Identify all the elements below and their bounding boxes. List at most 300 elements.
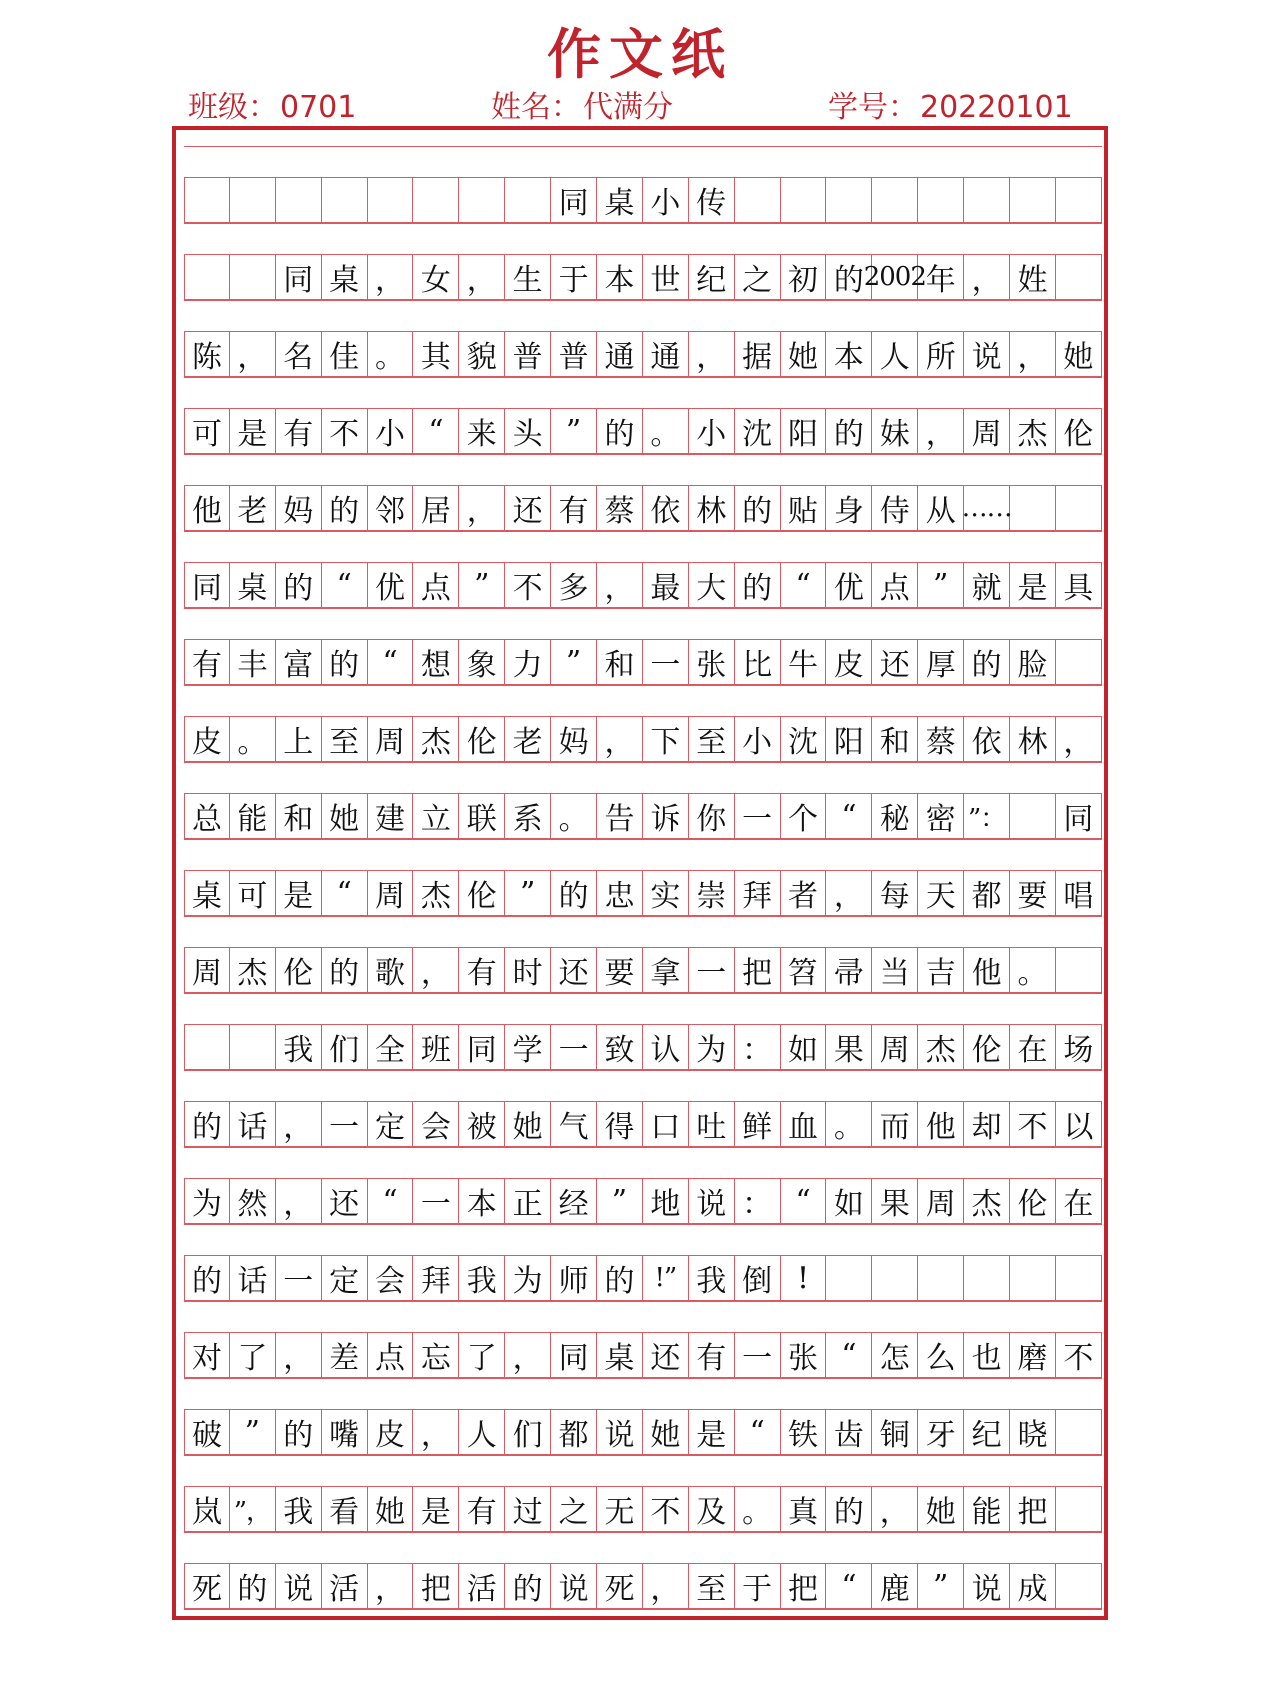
grid-cell: 为 [505, 1256, 551, 1300]
grid-cell: 还 [322, 1179, 368, 1223]
grid-cell: 时 [505, 948, 551, 992]
grid-row [184, 1455, 1102, 1532]
grid-cell: 小 [643, 178, 689, 222]
row-spacer [184, 454, 1102, 485]
grid-cell: 歌 [368, 948, 414, 992]
grid-cell: 总 [184, 794, 230, 838]
grid-cell: ” [459, 563, 505, 607]
grid-cell: ： [735, 1179, 781, 1223]
grid-cell: 之 [735, 255, 781, 299]
grid-cell: 能 [230, 794, 276, 838]
grid-row [184, 1532, 1102, 1609]
grid-cell: ”， [230, 1487, 276, 1531]
grid-cell: 的 [184, 1102, 230, 1146]
grid-cell: ” [551, 640, 597, 684]
grid-cell: ” [551, 409, 597, 453]
grid-cell: 也 [964, 1333, 1010, 1377]
grid-cell: 。 [735, 1487, 781, 1531]
grid-cell: 说 [597, 1410, 643, 1454]
grid-cell: 其 [413, 332, 459, 376]
grid-cell: 皮 [826, 640, 872, 684]
grid-cell: 天 [918, 871, 964, 915]
grid-cells [184, 639, 1102, 685]
grid-cell: 阳 [781, 409, 827, 453]
grid-cell: 说 [689, 1179, 735, 1223]
grid-cell: ， [413, 1410, 459, 1454]
grid-cell: 同 [1056, 794, 1102, 838]
row-spacer [184, 1609, 1102, 1640]
grid-cell: 得 [597, 1102, 643, 1146]
grid-cells [184, 177, 1102, 223]
grid-cell: 阳 [826, 717, 872, 761]
grid-cell: 磨 [1010, 1333, 1056, 1377]
grid-cells [184, 1332, 1102, 1378]
grid-cell [964, 1256, 1010, 1300]
grid-cell: 是 [230, 409, 276, 453]
grid-cell: 的 [597, 409, 643, 453]
row-spacer [184, 839, 1102, 870]
grid-cell: 。 [826, 1102, 872, 1146]
grid-cell: 活 [459, 1564, 505, 1608]
grid-cell: 了 [459, 1333, 505, 1377]
grid-cell: 场 [1056, 1025, 1102, 1069]
grid-cell: 初 [781, 255, 827, 299]
grid-cell: 能 [964, 1487, 1010, 1531]
class-field [188, 88, 356, 128]
grid-cell: 还 [643, 1333, 689, 1377]
grid-cell: “ [826, 794, 872, 838]
grid-cells [184, 408, 1102, 454]
grid-cell: 点 [413, 563, 459, 607]
grid-row [184, 223, 1102, 300]
grid-cell: 同 [551, 178, 597, 222]
grid-cell: 林 [1010, 717, 1056, 761]
grid-cells [184, 1255, 1102, 1301]
grid-cell: 邻 [368, 486, 414, 530]
grid-cell: 把 [781, 1564, 827, 1608]
grid-cell: ， [505, 1333, 551, 1377]
grid-cell: 具 [1056, 563, 1102, 607]
grid-cell: 他 [918, 1102, 964, 1146]
grid-cell: 2002 [872, 255, 918, 299]
grid-cell: 脸 [1010, 640, 1056, 684]
grid-cell: 及 [689, 1487, 735, 1531]
grid-cell: ” [597, 1179, 643, 1223]
grid-cell: 班 [413, 1025, 459, 1069]
grid-cells [184, 1024, 1102, 1070]
grid-cell: ， [368, 255, 414, 299]
grid-cell: 都 [964, 871, 1010, 915]
grid-cell: 陈 [184, 332, 230, 376]
grid-cell: 说 [276, 1564, 322, 1608]
grid-cell: 沈 [781, 717, 827, 761]
grid-cell: ” [918, 563, 964, 607]
grid-cell: ： [735, 1025, 781, 1069]
grid-cell: 成 [1010, 1564, 1056, 1608]
grid-cell: 你 [689, 794, 735, 838]
grid-cell: 在 [1010, 1025, 1056, 1069]
grid-cell: 个 [781, 794, 827, 838]
grid-cell: 一 [322, 1102, 368, 1146]
grid-cell: ， [1056, 717, 1102, 761]
grid-cell: 。 [643, 409, 689, 453]
grid-cell: 忘 [413, 1333, 459, 1377]
grid-cell: 居 [413, 486, 459, 530]
grid-cell: 我 [459, 1256, 505, 1300]
grid-cell: “ [368, 1179, 414, 1223]
grid-cell: 的 [322, 640, 368, 684]
grid-cell [918, 1256, 964, 1300]
grid-row [184, 916, 1102, 993]
grid-cell: 。 [1010, 948, 1056, 992]
grid-cell: 笤 [781, 948, 827, 992]
grid-cell: 蔡 [597, 486, 643, 530]
grid-cells [184, 485, 1102, 531]
grid-cell: 诉 [643, 794, 689, 838]
grid-cell: 铁 [781, 1410, 827, 1454]
grid-cell: 普 [505, 332, 551, 376]
grid-cell: 的 [826, 1487, 872, 1531]
grid-cell: 定 [322, 1256, 368, 1300]
row-spacer [184, 1378, 1102, 1409]
grid-cells [184, 716, 1102, 762]
row-spacer [184, 1224, 1102, 1255]
row-spacer [184, 762, 1102, 793]
grid-cell [184, 1025, 230, 1069]
grid-cell [1056, 1487, 1102, 1531]
grid-cell: 伦 [459, 717, 505, 761]
row-spacer [184, 1070, 1102, 1101]
grid-cell: 血 [781, 1102, 827, 1146]
grid-cell [230, 178, 276, 222]
grid-cell: 他 [964, 948, 1010, 992]
row-spacer [184, 1147, 1102, 1178]
grid-cell: 的 [735, 563, 781, 607]
student-id-label: 学号： [828, 90, 918, 125]
grid-cell [918, 178, 964, 222]
grid-cell: 忠 [597, 871, 643, 915]
grid-cell: 崇 [689, 871, 735, 915]
grid-cell: 看 [322, 1487, 368, 1531]
row-spacer [184, 916, 1102, 947]
grid-cell: 经 [551, 1179, 597, 1223]
grid-cell [230, 255, 276, 299]
grid-cell: ， [276, 1179, 322, 1223]
grid-cell: 全 [368, 1025, 414, 1069]
grid-cell: 至 [689, 1564, 735, 1608]
row-spacer [184, 1532, 1102, 1563]
grid-cell: 妈 [276, 486, 322, 530]
grid-cell: 她 [918, 1487, 964, 1531]
grid-cell: 把 [1010, 1487, 1056, 1531]
row-spacer [184, 377, 1102, 408]
grid-cell [826, 178, 872, 222]
grid-cell: 鹿 [872, 1564, 918, 1608]
grid-cell: 同 [184, 563, 230, 607]
grid-cell [964, 178, 1010, 222]
grid-cell: 杰 [964, 1179, 1010, 1223]
grid-cell [184, 178, 230, 222]
grid-cell: 不 [505, 563, 551, 607]
grid-cell: 们 [505, 1410, 551, 1454]
grid-cell: 富 [276, 640, 322, 684]
grid-row [184, 377, 1102, 454]
grid-cells [184, 254, 1102, 300]
grid-cell: 还 [505, 486, 551, 530]
grid-cell: 于 [551, 255, 597, 299]
grid-cell: 是 [276, 871, 322, 915]
grid-cell: 下 [643, 717, 689, 761]
grid-cell: 就 [964, 563, 1010, 607]
grid-cell: ， [459, 255, 505, 299]
grid-cell: 在 [1056, 1179, 1102, 1223]
grid-cell: 嘴 [322, 1410, 368, 1454]
grid-cell [1056, 1410, 1102, 1454]
grid-cell: 和 [872, 717, 918, 761]
grid-cell: 如 [781, 1025, 827, 1069]
grid-cell: 佳 [322, 332, 368, 376]
grid-cell: 大 [689, 563, 735, 607]
grid-cell: 她 [322, 794, 368, 838]
grid-cell: 话 [230, 1256, 276, 1300]
grid-cell: 所 [918, 332, 964, 376]
grid-cell [1056, 1564, 1102, 1608]
grid-cell: 伦 [459, 871, 505, 915]
grid-cell: ， [597, 563, 643, 607]
grid-cell: 无 [597, 1487, 643, 1531]
grid-cell: 的 [826, 409, 872, 453]
grid-cells [184, 793, 1102, 839]
grid-cell: 一 [735, 1333, 781, 1377]
grid-cell: 依 [643, 486, 689, 530]
grid-cell: “ [781, 1179, 827, 1223]
grid-cell: 老 [230, 486, 276, 530]
grid-cell: 最 [643, 563, 689, 607]
grid-cell [368, 178, 414, 222]
grid-cell: 鲜 [735, 1102, 781, 1146]
grid-cell: 人 [872, 332, 918, 376]
grid-cell [1056, 255, 1102, 299]
grid-cell: 同 [459, 1025, 505, 1069]
grid-row [184, 146, 1102, 223]
grid-cell: 秘 [872, 794, 918, 838]
grid-cell: “ [413, 409, 459, 453]
grid-cell: 通 [643, 332, 689, 376]
grid-row [184, 531, 1102, 608]
grid-cell: 和 [276, 794, 322, 838]
grid-cell: 过 [505, 1487, 551, 1531]
grid-cell: 的 [230, 1564, 276, 1608]
grid-cells [184, 331, 1102, 377]
row-spacer [184, 1301, 1102, 1332]
grid-cell: !” [643, 1256, 689, 1300]
grid-cell: “ [368, 640, 414, 684]
grid-cell: 然 [230, 1179, 276, 1223]
grid-cell: ， [643, 1564, 689, 1608]
grid-cell: 密 [918, 794, 964, 838]
grid-cell: “ [826, 1564, 872, 1608]
row-spacer [184, 685, 1102, 716]
grid-cell: 女 [413, 255, 459, 299]
grid-cell: 她 [1056, 332, 1102, 376]
grid-cell: 系 [505, 794, 551, 838]
writing-grid [184, 146, 1102, 1640]
grid-cell: 同 [551, 1333, 597, 1377]
grid-cell: 致 [597, 1025, 643, 1069]
grid-cell: 有 [689, 1333, 735, 1377]
grid-row [184, 454, 1102, 531]
grid-cell: ” [230, 1410, 276, 1454]
grid-cells [184, 1178, 1102, 1224]
grid-cell: 的 [735, 486, 781, 530]
row-spacer [184, 993, 1102, 1024]
grid-cell: 的 [184, 1256, 230, 1300]
grid-row [184, 1301, 1102, 1378]
grid-cell: 纪 [964, 1410, 1010, 1454]
grid-cell: 我 [276, 1487, 322, 1531]
grid-cell: 有 [276, 409, 322, 453]
grid-row [184, 1224, 1102, 1301]
grid-cell: 拿 [643, 948, 689, 992]
grid-cell: 杰 [230, 948, 276, 992]
grid-cell: 怎 [872, 1333, 918, 1377]
grid-row [184, 608, 1102, 685]
grid-cell: 的 [826, 255, 872, 299]
grid-cell: 老 [505, 717, 551, 761]
grid-cell: 她 [643, 1410, 689, 1454]
grid-cell: 的 [276, 563, 322, 607]
grid-cell: 是 [689, 1410, 735, 1454]
grid-cell: 差 [322, 1333, 368, 1377]
grid-cell: 上 [276, 717, 322, 761]
grid-cells [184, 1563, 1102, 1609]
grid-row [184, 762, 1102, 839]
grid-cell: 侍 [872, 486, 918, 530]
grid-cell: 桌 [597, 1333, 643, 1377]
grid-cell: 比 [735, 640, 781, 684]
grid-cell: 小 [689, 409, 735, 453]
grid-cell: 可 [230, 871, 276, 915]
grid-cell: 齿 [826, 1410, 872, 1454]
grid-cell: ” [918, 1564, 964, 1608]
grid-cell: 为 [689, 1025, 735, 1069]
grid-cell: 名 [276, 332, 322, 376]
grid-cell: 帚 [826, 948, 872, 992]
row-spacer [184, 608, 1102, 639]
grid-cell: 依 [964, 717, 1010, 761]
grid-cell: 却 [964, 1102, 1010, 1146]
grid-cell: 贴 [781, 486, 827, 530]
page-title: 作文纸 [547, 22, 733, 86]
grid-cell: 生 [505, 255, 551, 299]
grid-cell: 桌 [322, 255, 368, 299]
grid-cell [184, 255, 230, 299]
grid-cell: 传 [689, 178, 735, 222]
student-id-field [828, 88, 1073, 128]
grid-cell [1056, 948, 1102, 992]
grid-cell [1010, 178, 1056, 222]
grid-cell: 从 [918, 486, 964, 530]
grid-cell: “ [735, 1410, 781, 1454]
grid-cell [872, 1256, 918, 1300]
grid-cell: 桌 [597, 178, 643, 222]
grid-cell: 有 [551, 486, 597, 530]
student-id-value: 20220101 [920, 90, 1073, 125]
name-label: 姓名： [491, 90, 581, 125]
class-label: 班级： [188, 90, 278, 125]
grid-cell: 人 [459, 1410, 505, 1454]
row-spacer [184, 223, 1102, 254]
grid-cell: 们 [322, 1025, 368, 1069]
grid-cell: 至 [322, 717, 368, 761]
grid-cell: ， [689, 332, 735, 376]
grid-cell: “ [322, 563, 368, 607]
grid-cell [1056, 1256, 1102, 1300]
grid-cell: 一 [551, 1025, 597, 1069]
grid-cell [826, 1256, 872, 1300]
grid-cell: 和 [597, 640, 643, 684]
grid-cells [184, 1101, 1102, 1147]
grid-cell [872, 178, 918, 222]
grid-cell: 蔡 [918, 717, 964, 761]
grid-cell: 妹 [872, 409, 918, 453]
grid-cell: 伦 [964, 1025, 1010, 1069]
grid-cell: 桌 [230, 563, 276, 607]
row-spacer [184, 146, 1102, 177]
grid-cell: 优 [368, 563, 414, 607]
grid-cell: 是 [1010, 563, 1056, 607]
grid-cell: 的 [322, 486, 368, 530]
grid-cell: 口 [643, 1102, 689, 1146]
grid-cell: 年 [918, 255, 964, 299]
grid-cell: 头 [505, 409, 551, 453]
grid-cell: 正 [505, 1179, 551, 1223]
grid-cell [781, 178, 827, 222]
grid-cell: 要 [597, 948, 643, 992]
grid-cell: 的 [322, 948, 368, 992]
grid-cells [184, 947, 1102, 993]
grid-cell: 了 [230, 1333, 276, 1377]
grid-cell: 杰 [1010, 409, 1056, 453]
grid-cell: 牙 [918, 1410, 964, 1454]
grid-cell: 唱 [1056, 871, 1102, 915]
grid-cell: 活 [322, 1564, 368, 1608]
grid-cell: 如 [826, 1179, 872, 1223]
grid-cell: 想 [413, 640, 459, 684]
grid-cell: 师 [551, 1256, 597, 1300]
grid-cell: 气 [551, 1102, 597, 1146]
grid-cell: 张 [689, 640, 735, 684]
grid-cell: 沈 [735, 409, 781, 453]
grid-cell: 都 [551, 1410, 597, 1454]
grid-cell: 本 [826, 332, 872, 376]
grid-cell: ” [505, 871, 551, 915]
grid-cells [184, 562, 1102, 608]
grid-cell: 之 [551, 1487, 597, 1531]
grid-cell: 以 [1056, 1102, 1102, 1146]
grid-cell: 不 [643, 1487, 689, 1531]
grid-cell: 定 [368, 1102, 414, 1146]
grid-cell: 她 [781, 332, 827, 376]
grid-cell: 小 [368, 409, 414, 453]
grid-cell [413, 178, 459, 222]
grid-cell: 周 [872, 1025, 918, 1069]
grid-cell: 点 [872, 563, 918, 607]
grid-cells [184, 1486, 1102, 1532]
grid-cell: 说 [551, 1564, 597, 1608]
grid-cell: 伦 [1056, 409, 1102, 453]
grid-cell: 普 [551, 332, 597, 376]
